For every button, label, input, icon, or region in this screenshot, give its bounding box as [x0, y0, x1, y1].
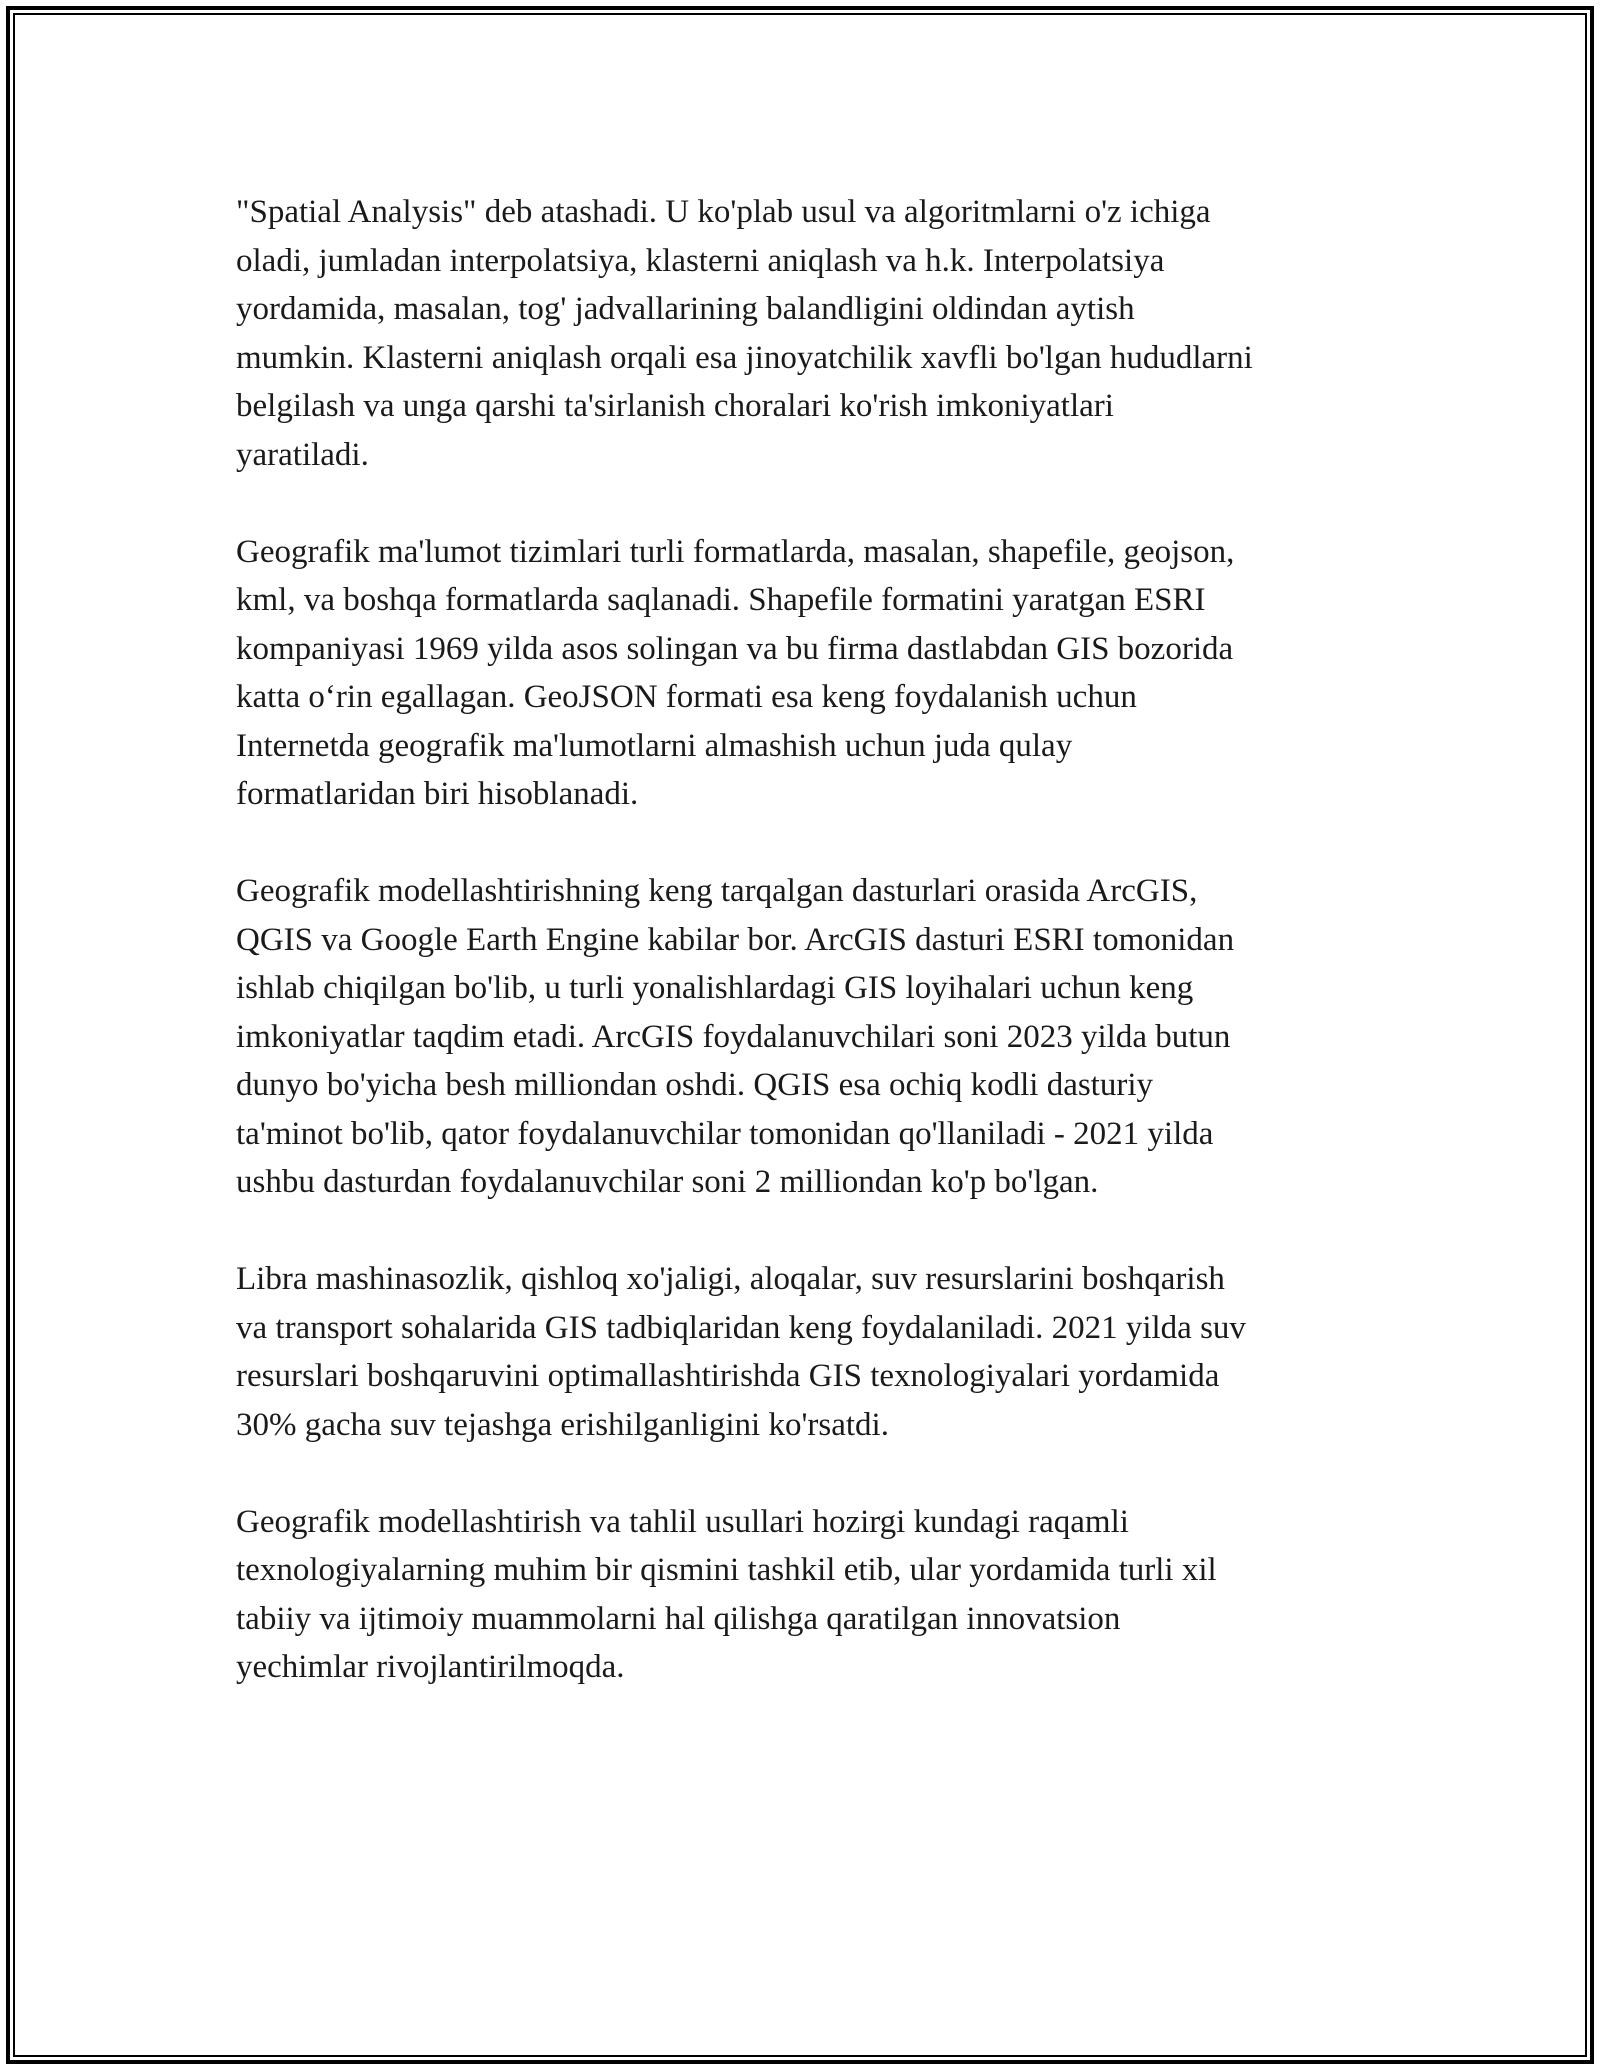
paragraph-software: Geografik modellashtirishning keng tarqalgan dasturlari orasida ArcGIS, QGIS va Google Earth Engine kabilar bor. ArcGIS dasturi ESRI tomonidan ishlab chiqilgan bo'lib, u turli yonalishlardagi GIS loyihalari uchun keng imkoniyatlar taqdim etadi. ArcGIS foydalanuvchilari soni 2023 yilda butun dunyo bo'yicha besh milliondan oshdi. QGIS esa ochiq kodli dasturiy ta'minot bo'lib, qator foydalanuvchilar tomonidan qo'llaniladi - 2021 yilda ushbu dasturdan foydalanuvchilar soni 2 milliondan ko'p bo'lgan.	[236, 873, 1235, 1200]
document-body	[236, 188, 1386, 1740]
paragraph-spatial-analysis: "Spatial Analysis" deb atashadi. U ko'plab usul va algoritmlarni o'z ichiga oladi, jumladan interpolatsiya, klasterni aniqlash va h.k. Interpolatsiya yordamida, masalan, tog' jadvallarining balandligini oldindan aytish mumkin. Klasterni aniqlash orqali esa jinoyatchilik xavfli bo'lgan hududlarni belgilash va unga qarshi ta'sirlanish choralari ko'rish imkoniyatlari yaratiladi.	[236, 194, 1253, 473]
paragraph-conclusion: Geografik modellashtirish va tahlil usullari hozirgi kundagi raqamli texnologiyalarning muhim bir qismini tashkil etib, ular yordamida turli xil tabiiy va ijtimoiy muammolarni hal qilishga qaratilgan innovatsion yechimlar rivojlantirilmoqda.	[236, 1503, 1217, 1685]
paragraph-data-formats: Geografik ma'lumot tizimlari turli formatlarda, masalan, shapefile, geojson, kml, va boshqa formatlarda saqlanadi. Shapefile formatini yaratgan ESRI kompaniyasi 1969 yilda asos solingan va bu firma dastlabdan GIS bozorida katta o‘rin egallagan. GeoJSON formati esa keng foydalanish uchun Internetda geografik ma'lumotlarni almashish uchun juda qulay formatlaridan biri hisoblanadi.	[236, 533, 1235, 812]
paragraph-applications: Libra mashinasozlik, qishloq xo'jaligi, aloqalar, suv resurslarini boshqarish va transport sohalarida GIS tadbiqlaridan keng foydalaniladi. 2021 yilda suv resurslari boshqaruvini optimallashtirishda GIS texnologiyalari yordamida 30% gacha suv tejashga erishilganligini ko'rsatdi.	[236, 1261, 1246, 1443]
